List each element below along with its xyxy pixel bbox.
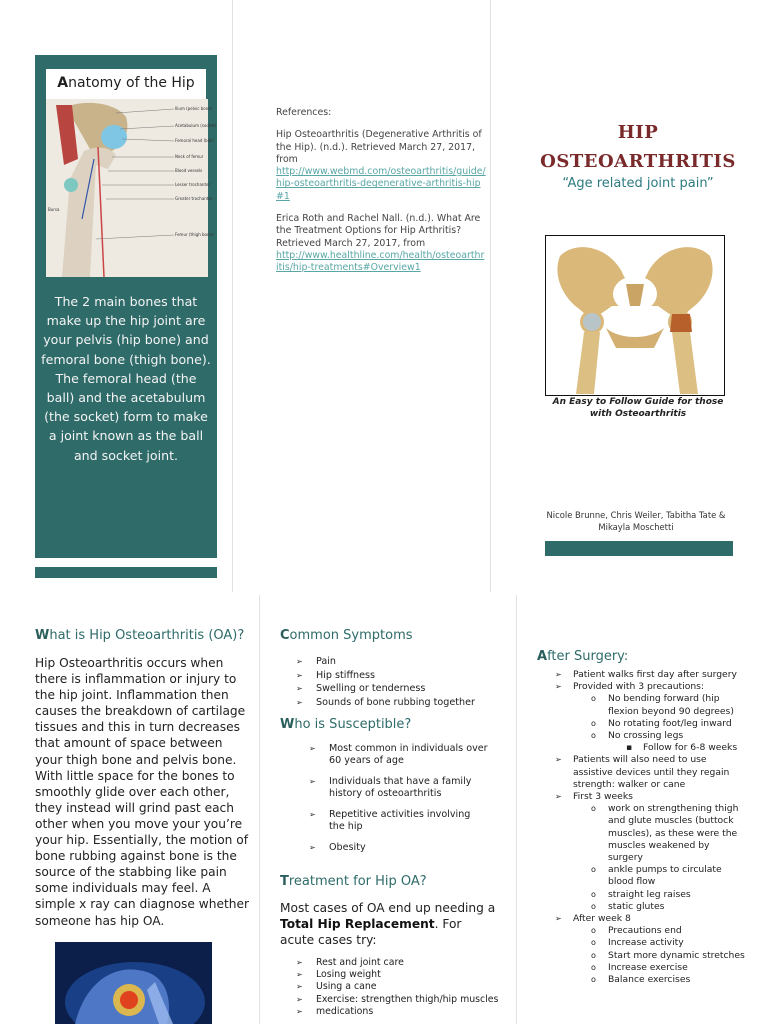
treatment-list [296,957,506,1018]
label-femoral-head: Femoral head (ball) [175,138,214,143]
cover-subtitle: “Age related joint pain” [562,176,714,191]
list-item: ➢ Individuals that have a family history of osteoarthritis [309,776,489,800]
list-item: ➢ Using a cane [296,981,506,993]
sub-list-item: o No crossing legs ▪ Follow for 6-8 weeks [573,730,745,754]
sub-list-item: o No rotating foot/leg inward [573,718,745,730]
list-item: ➢ Rest and joint care [296,957,506,969]
references-section [276,107,486,285]
cover-caption: An Easy to Follow Guide for those with Osteoarthritis [552,397,724,419]
sub-list-item: o No bending forward (hip flexion beyond 90 degrees) [573,693,745,717]
hip-xray-image [55,942,212,1024]
label-neck-of-femur: Neck of femur [175,154,204,159]
anatomy-accent-bar [35,567,217,578]
list-item: ➢ Repetitive activities involving the hip [309,809,489,833]
after-surgery-heading: After Surgery: [537,649,629,664]
sub-list-item: o Balance exercises [573,974,745,986]
sub-list-item: o static glutes [573,901,745,913]
list-item: ➢ Hip stiffness [296,669,506,683]
symptoms-heading: Common Symptoms [280,628,413,643]
susceptible-heading: Who is Susceptible? [280,717,412,732]
references-heading: References: [276,107,332,118]
sub-list-item: o straight leg raises [573,889,745,901]
list-item: ➢ Swelling or tenderness [296,682,506,696]
list-item: ➢ Losing weight [296,969,506,981]
sub-list-item: o Increase exercise [573,962,745,974]
pelvis-illustration-frame [545,235,725,396]
label-ilium: Ilium (pelvic bone) [175,106,213,111]
cover-accent-bar [545,541,733,556]
sub-list-item: o work on strengthening thigh and glute muscles (buttock muscles), as these were the muscles weakened by surgery [573,803,745,864]
after-surgery-list [555,669,745,986]
reference-link[interactable]: http://www.healthline.com/health/osteoarthritis/hip-treatments#Overview1 [276,249,485,274]
list-item: ➢ Obesity [309,842,489,854]
list-item: ➢ Patient walks first day after surgery [555,669,745,681]
list-item: ➢ medications [296,1006,506,1018]
pelvis-illustration [546,236,724,395]
list-item: ➢ Most common in individuals over 60 years of age [309,743,489,767]
cover-title: HIP OSTEOARTHRITIS [540,122,736,172]
anatomy-title: Anatomy of the Hip [57,75,195,91]
anatomy-title-box [46,69,206,103]
cover-authors: Nicole Brunne, Chris Weiler, Tabitha Tate & Mikayla Moschetti [546,510,726,532]
reference-link[interactable]: http://www.webmd.com/osteoarthritis/guide/hip-osteoarthritis-degenerative-arthritis-hip#1 [276,166,486,202]
anatomy-panel [35,55,217,558]
susceptible-list [309,743,489,862]
label-greater-trochanter: Greater trochanter [175,196,213,201]
anatomy-description: The 2 main bones that make up the hip joint are your pelvis (hip bone) and femoral bone (thigh bone). The femoral head (the ball) and the acetabulum (the socket) form to make a joint known as the ball and socket joint. [41,294,211,463]
symptoms-list [296,655,506,709]
sub-list-item: o ankle pumps to circulate blood flow [573,864,745,888]
list-item: ➢ First 3 weeks o work on strengthening thigh and glute muscles (buttock muscles), as these were the muscles weakened by surgery o ankle pumps to circulate blood flow o straight leg raises o static glutes [555,791,745,913]
reference-entry: Erica Roth and Rachel Nall. (n.d.). What Are the Treatment Options for Hip Arthritis? Retrieved March 27, 2017, from http://www.healthline.com/health/osteoarthritis/hip-treatments#Overview1 [276,213,485,274]
list-item: ➢ After week 8 o Precautions end o Increase activity o Start more dynamic stretches o Increase exercise o Balance exercises [555,913,745,986]
what-is-heading: What is Hip Osteoarthritis (OA)? [35,628,245,643]
sub-list-item: o Start more dynamic stretches [573,950,745,962]
label-femur: Femur (thigh bone) [175,232,214,237]
sub-list-item: o Increase activity [573,937,745,949]
list-item: ➢ Patients will also need to use assistive devices until they regain strength: walker or cane [555,754,745,791]
sub-sub-list-item: ▪ Follow for 6-8 weeks [608,742,745,754]
list-item: ➢ Exercise: strengthen thigh/hip muscles [296,994,506,1006]
hip-anatomy-illustration [46,99,217,277]
label-acetabulum: Acetabulum (socket) [175,123,217,128]
what-is-description: Hip Osteoarthritis occurs when there is inflammation or injury to the hip joint. Inflammation then causes the breakdown of cartilage tissues and this in turn decreases that amount of space between your thigh bone and pelvis bone. With little space for the bones to smoothly glide over each other, they instead will grind past each other when you move your you’re your hip. Essentially, the motion of bone rubbing against bone is the source of the stabbing like pain some individuals may feel. A simple x ray can diagnose whether someone has hip OA. [35,656,249,928]
label-lesser-trochanter: Lesser trochanter [175,182,211,187]
sub-list-item: o Precautions end [573,925,745,937]
label-blood-vessels: Blood vessels [175,168,203,173]
reference-entry: Hip Osteoarthritis (Degenerative Arthritis of the Hip). (n.d.). Retrieved March 27, 2017, from http://www.webmd.com/osteoarthritis/guide/hip-osteoarthritis-degenerative-arthritis-hip#1 [276,129,486,202]
list-item: ➢ Provided with 3 precautions: o No bending forward (hip flexion beyond 90 degrees) o No rotating foot/leg inward o No crossing legs ▪ Follow for 6-8 weeks [555,681,745,754]
treatment-heading: Treatment for Hip OA? [280,874,427,889]
list-item: ➢ Sounds of bone rubbing together [296,696,506,710]
treatment-description: Most cases of OA end up needing a Total Hip Replacement. For acute cases try: [280,901,496,948]
list-item: ➢ Pain [296,655,506,669]
label-bursa: Bursa [48,207,60,212]
